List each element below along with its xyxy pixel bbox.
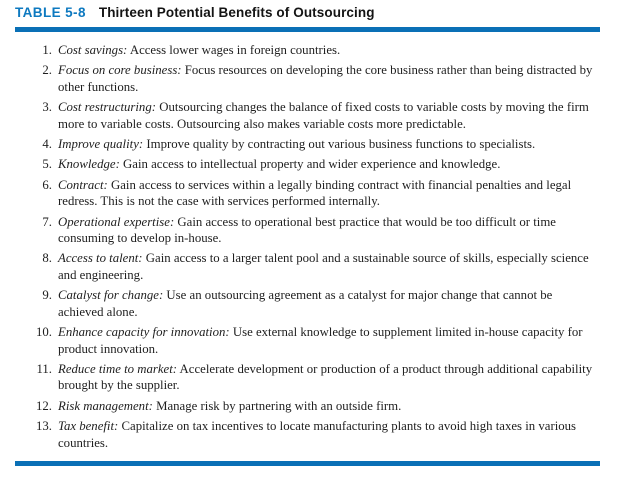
item-desc: Focus resources on developing the core business rather than being distracted by other functions. (58, 63, 593, 94)
item-number: 13. (36, 419, 52, 434)
item-desc: Use an outsourcing agreement as a catalyst for major change that cannot be achieved alone. (58, 288, 553, 319)
item-term: Enhance capacity for innovation: (58, 325, 230, 340)
item-content (58, 214, 594, 247)
item-desc: Access lower wages in foreign countries. (129, 43, 341, 57)
list-item (19, 99, 594, 132)
item-term: Tax benefit: (58, 419, 119, 434)
item-term: Risk management: (58, 398, 153, 413)
item-desc: Outsourcing changes the balance of fixed costs to variable costs by moving the firm more to variable costs. Outsourcing also makes variable costs more predictable. (58, 100, 589, 131)
list-item (19, 156, 594, 172)
item-term: Catalyst for change: (58, 288, 164, 303)
item-number: 8. (42, 251, 52, 266)
item-term: Contract: (58, 177, 108, 192)
list-item (19, 136, 594, 152)
item-number: 1. (42, 43, 52, 57)
item-term: Focus on core business: (58, 63, 182, 78)
item-content (58, 62, 594, 95)
item-term: Operational expertise: (58, 214, 175, 229)
list-item (19, 361, 594, 394)
item-term: Access to talent: (58, 251, 143, 266)
item-term: Reduce time to market: (58, 361, 178, 376)
item-desc: Gain access to intellectual property and wider experience and knowledge. (123, 157, 501, 172)
item-content (58, 324, 594, 357)
list-item (19, 324, 594, 357)
item-desc: Manage risk by partnering with an outside firm. (156, 398, 402, 413)
table-title: Thirteen Potential Benefits of Outsourcing (98, 5, 375, 20)
item-number: 3. (42, 100, 52, 115)
item-content (58, 99, 594, 132)
list-item (19, 62, 594, 95)
item-content (58, 136, 594, 152)
item-number: 7. (42, 214, 52, 229)
list-item (19, 42, 594, 58)
item-number: 10. (36, 325, 52, 340)
item-desc: Improve quality by contracting out various business functions to specialists. (146, 137, 536, 152)
item-term: Cost restructuring: (58, 100, 156, 115)
list-item (19, 177, 594, 210)
item-term: Knowledge: (58, 157, 120, 172)
table-label: TABLE 5-8 (15, 5, 86, 20)
list-item (19, 214, 594, 247)
table-header (0, 0, 621, 21)
bottom-rule (15, 461, 600, 466)
list-item (19, 250, 594, 283)
item-desc: Gain access to services within a legally binding contract with financial penalties and legal redress. This is not the case with services performed internally. (58, 177, 572, 209)
item-content (58, 156, 594, 172)
item-number: 9. (42, 288, 52, 303)
item-number: 11. (36, 361, 52, 376)
item-desc: Gain access to operational best practice that would be too difficult or time consuming to develop in-house. (58, 214, 556, 246)
item-content (58, 42, 594, 58)
list-item (19, 287, 594, 320)
benefits-list (0, 32, 621, 451)
item-number: 6. (42, 177, 52, 192)
item-number: 5. (42, 157, 52, 172)
item-content (58, 361, 594, 394)
item-desc: Use external knowledge to supplement limited in-house capacity for product innovation. (58, 325, 583, 356)
item-term: Improve quality: (58, 137, 144, 152)
list-item (19, 418, 594, 451)
item-number: 2. (42, 63, 52, 78)
item-number: 12. (36, 398, 52, 413)
item-content (58, 287, 594, 320)
item-content (58, 398, 594, 414)
item-content (58, 418, 594, 451)
item-desc: Capitalize on tax incentives to locate manufacturing plants to avoid high taxes in various countries. (58, 419, 577, 450)
item-desc: Gain access to a larger talent pool and a sustainable source of skills, especially science and engineering. (58, 251, 589, 282)
item-content (58, 177, 594, 210)
item-desc: Accelerate development or production of a product through additional capability brought by the supplier. (58, 361, 593, 393)
item-content (58, 250, 594, 283)
item-term: Cost savings: (58, 43, 128, 57)
item-number: 4. (42, 137, 52, 152)
list-item (19, 398, 594, 414)
